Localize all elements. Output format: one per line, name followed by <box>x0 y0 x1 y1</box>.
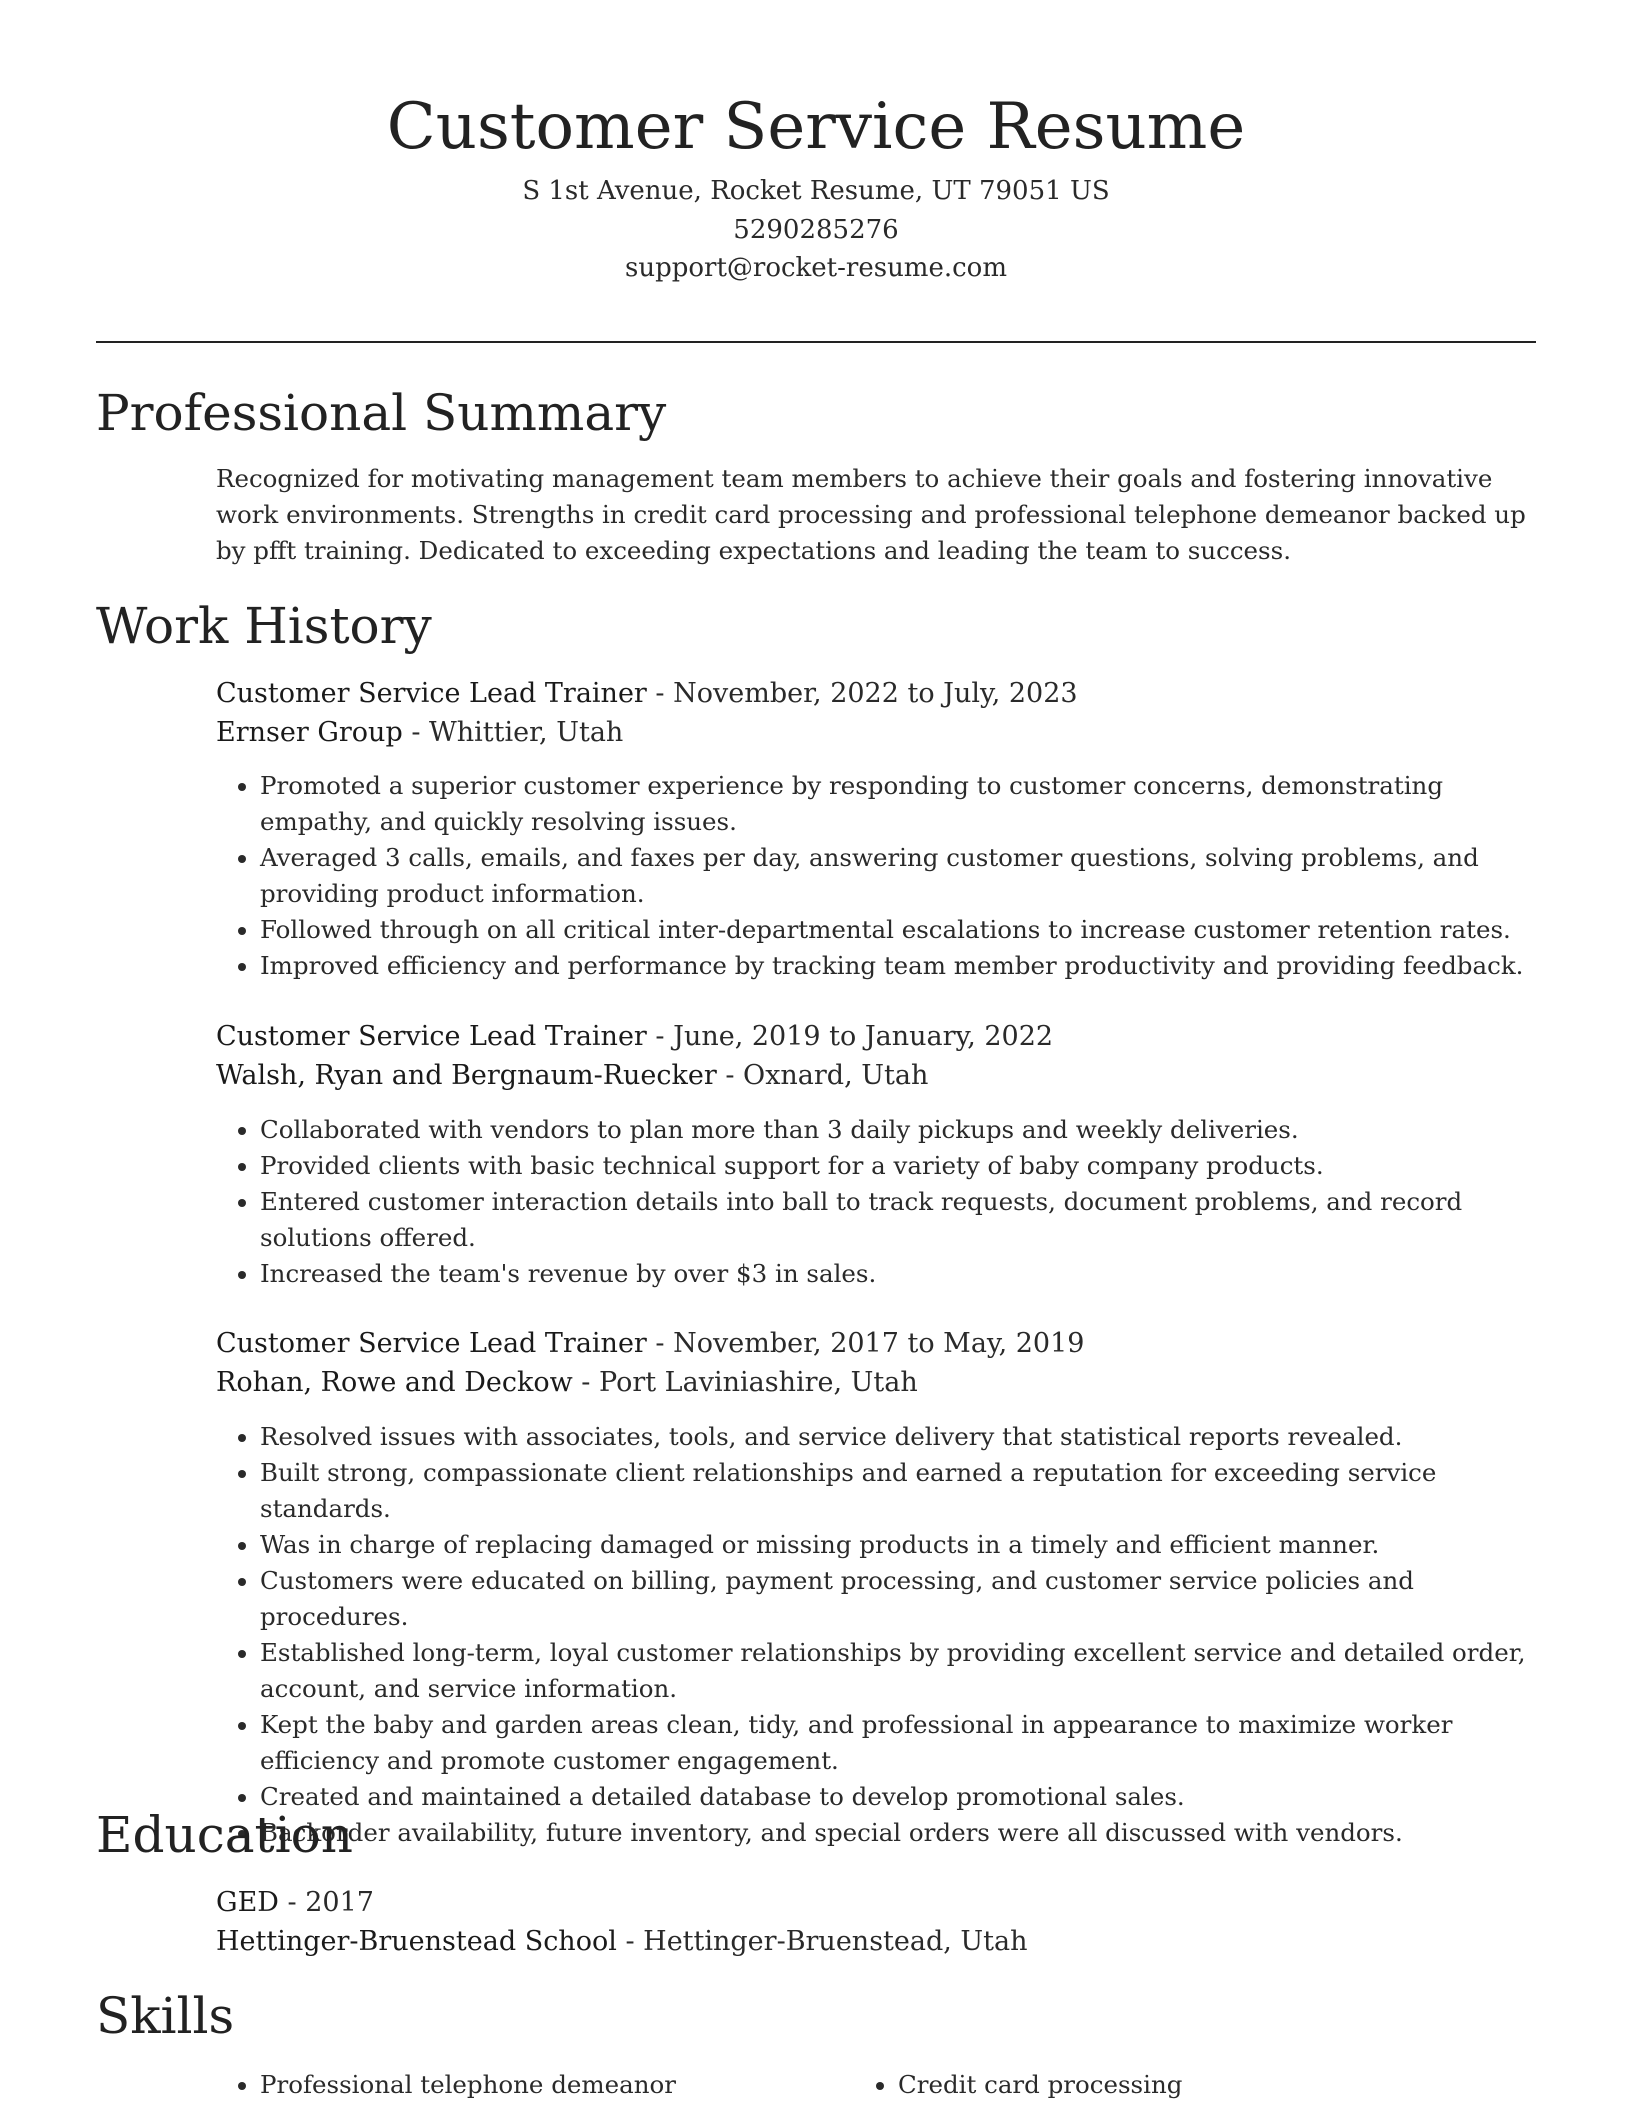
education-degree: GED <box>216 1887 279 1918</box>
job-bullet-list <box>216 1419 1536 1851</box>
address: S 1st Avenue, Rocket Resume, UT 79051 US <box>522 176 1110 206</box>
section-title-education: Education <box>96 1806 353 1864</box>
education-school: Hettinger-Bruenstead School <box>216 1925 617 1957</box>
job-header <box>216 1325 1536 1402</box>
section-title-skills: Skills <box>96 1987 235 2045</box>
job-title-line <box>216 1018 1536 1057</box>
section-title-summary: Professional Summary <box>96 384 667 442</box>
job-bullet-list <box>216 768 1536 984</box>
education-entry <box>216 1884 1536 1961</box>
job-bullet: • Backorder availability, future inventory, and special orders were all discussed with vendors. <box>260 1815 1536 1851</box>
education-school-line <box>216 1923 1536 1962</box>
job-bullet: • Followed through on all critical inter-departmental escalations to increase customer retention rates. <box>260 912 1536 948</box>
job-dates: - November, 2022 to July, 2023 <box>646 678 1078 709</box>
job-bullet: • Provided clients with basic technical support for a variety of baby company products. <box>260 1148 1536 1184</box>
skill-item: • Professional telephone demeanor <box>260 2067 898 2103</box>
job-bullet: • Promoted a superior customer experience by responding to customer concerns, demonstrating empathy, and quickly resolving issues. <box>260 768 1536 840</box>
job-position: Customer Service Lead Trainer <box>216 1021 647 1052</box>
job-bullet: • Created and maintained a detailed database to develop promotional sales. <box>260 1779 1536 1815</box>
education-location: - Hettinger-Bruenstead, Utah <box>616 1925 1028 1957</box>
education-year: - 2017 <box>278 1887 374 1918</box>
job-header <box>216 1018 1536 1095</box>
job-bullet: • Averaged 3 calls, emails, and faxes per day, answering customer questions, solving problems, and providing product information. <box>260 840 1536 912</box>
job-title-line <box>216 1325 1536 1364</box>
job-bullet: • Kept the baby and garden areas clean, tidy, and professional in appearance to maximize worker efficiency and promote customer engagement. <box>260 1707 1536 1779</box>
job-company: Ernser Group <box>216 716 403 748</box>
job-company-line <box>216 1057 1536 1096</box>
skill-item: • Credit card processing <box>898 2067 1536 2103</box>
job-dates: - June, 2019 to January, 2022 <box>646 1021 1054 1052</box>
job-dates: - November, 2017 to May, 2019 <box>646 1328 1085 1359</box>
job-bullet: • Entered customer interaction details into ball to track requests, document problems, and record solutions offered. <box>260 1184 1536 1256</box>
skills-list <box>216 2067 1536 2103</box>
job-position: Customer Service Lead Trainer <box>216 678 647 709</box>
job-company-line <box>216 714 1536 753</box>
education-degree-line <box>216 1884 1536 1923</box>
job-bullet: • Improved efficiency and performance by tracking team member productivity and providing feedback. <box>260 948 1536 984</box>
job-location: - Port Laviniashire, Utah <box>572 1366 918 1398</box>
job-bullet: • Resolved issues with associates, tools, and service delivery that statistical reports revealed. <box>260 1419 1536 1455</box>
job-title-line <box>216 675 1536 714</box>
job-company: Rohan, Rowe and Deckow <box>216 1366 573 1398</box>
job-company-line <box>216 1364 1536 1403</box>
job-bullet: • Was in charge of replacing damaged or missing products in a timely and efficient manner. <box>260 1527 1536 1563</box>
job-bullet: • Customers were educated on billing, payment processing, and customer service policies and procedures. <box>260 1563 1536 1635</box>
job-bullet: • Built strong, compassionate client relationships and earned a reputation for exceeding service standards. <box>260 1455 1536 1527</box>
job-bullet: • Collaborated with vendors to plan more than 3 daily pickups and weekly deliveries. <box>260 1112 1536 1148</box>
job-bullet: • Increased the team's revenue by over $3 in sales. <box>260 1256 1536 1292</box>
contact-info <box>96 172 1536 288</box>
job-location: - Oxnard, Utah <box>716 1059 929 1091</box>
resume-title: Customer Service Resume <box>386 90 1246 164</box>
job-location: - Whittier, Utah <box>402 716 624 748</box>
job-position: Customer Service Lead Trainer <box>216 1328 647 1359</box>
header-divider <box>96 341 1536 343</box>
phone-number: 5290285276 <box>733 214 899 245</box>
section-title-work-history: Work History <box>96 597 432 655</box>
email-address: support@rocket-resume.com <box>624 253 1007 283</box>
job-bullet: • Established long-term, loyal customer relationships by providing excellent service and detailed order, account, and service information. <box>260 1635 1536 1707</box>
summary-text: Recognized for motivating management team members to achieve their goals and fostering innovative work environments. Strengths in credit card processing and professional telephone demeanor backed up by pfft training. Dedicated to exceeding expectations and leading the team to success. <box>216 464 1526 565</box>
job-bullet-list <box>216 1112 1536 1292</box>
job-header <box>216 675 1536 752</box>
job-company: Walsh, Ryan and Bergnaum-Ruecker <box>216 1059 717 1091</box>
resume-header <box>96 82 1536 288</box>
